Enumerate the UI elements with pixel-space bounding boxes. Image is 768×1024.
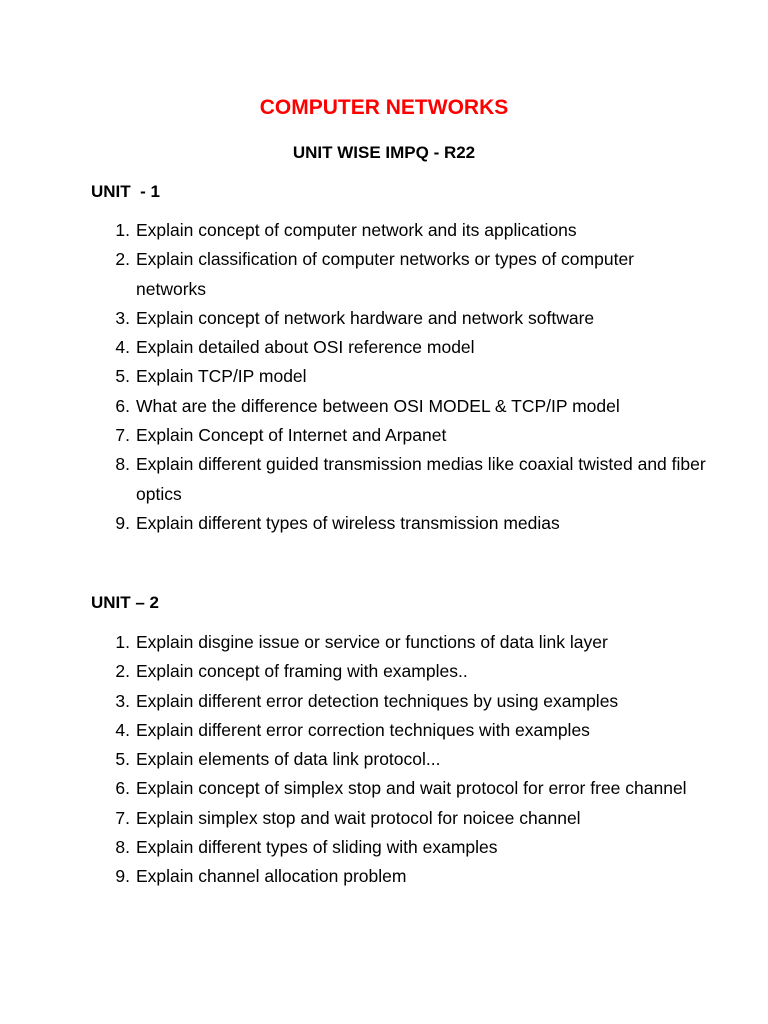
question-text: Explain concept of framing with examples..	[136, 661, 468, 682]
list-item	[0, 392, 768, 421]
list-item	[0, 833, 768, 862]
question-number: 1.	[115, 220, 130, 240]
list-item	[0, 774, 768, 803]
question-text: What are the difference between OSI MODEL & TCP/IP model	[136, 395, 620, 416]
question-text: Explain channel allocation problem	[136, 866, 407, 887]
question-number: 5.	[115, 749, 130, 770]
list-item	[0, 716, 768, 745]
list-item	[0, 745, 768, 774]
question-number: 6.	[115, 778, 130, 799]
list-item	[0, 509, 768, 538]
list-item	[0, 333, 768, 362]
question-text: Explain Concept of Internet and Arpanet	[136, 425, 447, 446]
question-number: 1.	[115, 632, 130, 652]
question-text: Explain concept of network hardware and network software	[136, 307, 595, 328]
question-number: 9.	[115, 866, 130, 887]
unit-2-heading: UNIT – 2	[91, 593, 160, 612]
question-number: 4.	[115, 719, 130, 740]
question-number: 7.	[115, 807, 130, 828]
list-item	[0, 804, 768, 833]
question-number: 4.	[115, 337, 130, 358]
question-text: Explain disgine issue or service or functions of data link layer	[136, 632, 608, 652]
question-text: Explain elements of data link protocol...	[136, 749, 441, 770]
question-number: 6.	[115, 395, 130, 416]
list-item	[0, 421, 768, 450]
question-number: 2.	[115, 661, 130, 682]
document-title: COMPUTER NETWORKS	[259, 96, 509, 119]
question-number: 2.	[115, 249, 130, 270]
question-number: 5.	[115, 366, 130, 387]
list-item	[0, 862, 768, 891]
list-item	[0, 362, 768, 391]
unit-1-heading: UNIT - 1	[91, 182, 160, 201]
list-item	[0, 304, 768, 333]
question-text: Explain simplex stop and wait protocol for noicee channel	[136, 807, 581, 828]
list-item	[0, 687, 768, 716]
question-text: Explain detailed about OSI reference model	[136, 337, 475, 358]
question-text: Explain different guided transmission medias like coaxial twisted and fiber optics	[136, 454, 706, 504]
question-text: Explain concept of simplex stop and wait protocol for error free channel	[136, 778, 687, 799]
document-subtitle: UNIT WISE IMPQ - R22	[292, 143, 476, 162]
unit-2-question-list	[0, 628, 768, 892]
list-item	[0, 450, 768, 509]
question-number: 3.	[115, 690, 130, 711]
question-number: 9.	[115, 512, 130, 533]
question-text: Explain different error correction techniques with examples	[136, 719, 590, 740]
question-text: Explain different types of wireless transmission medias	[136, 512, 560, 533]
list-item	[0, 628, 768, 657]
question-number: 7.	[115, 425, 130, 446]
list-item	[0, 657, 768, 686]
question-text: Explain TCP/IP model	[136, 366, 307, 387]
question-number: 8.	[115, 837, 130, 858]
question-number: 3.	[115, 307, 130, 328]
question-text: Explain different types of sliding with examples	[136, 837, 498, 858]
unit-1-question-list	[0, 216, 768, 538]
question-text: Explain concept of computer network and its applications	[136, 220, 577, 240]
question-text: Explain different error detection techniques by using examples	[136, 690, 619, 711]
question-text: Explain classification of computer networks or types of computer networks	[136, 249, 634, 299]
list-item	[0, 216, 768, 245]
list-item	[0, 245, 768, 304]
question-number: 8.	[115, 454, 130, 475]
